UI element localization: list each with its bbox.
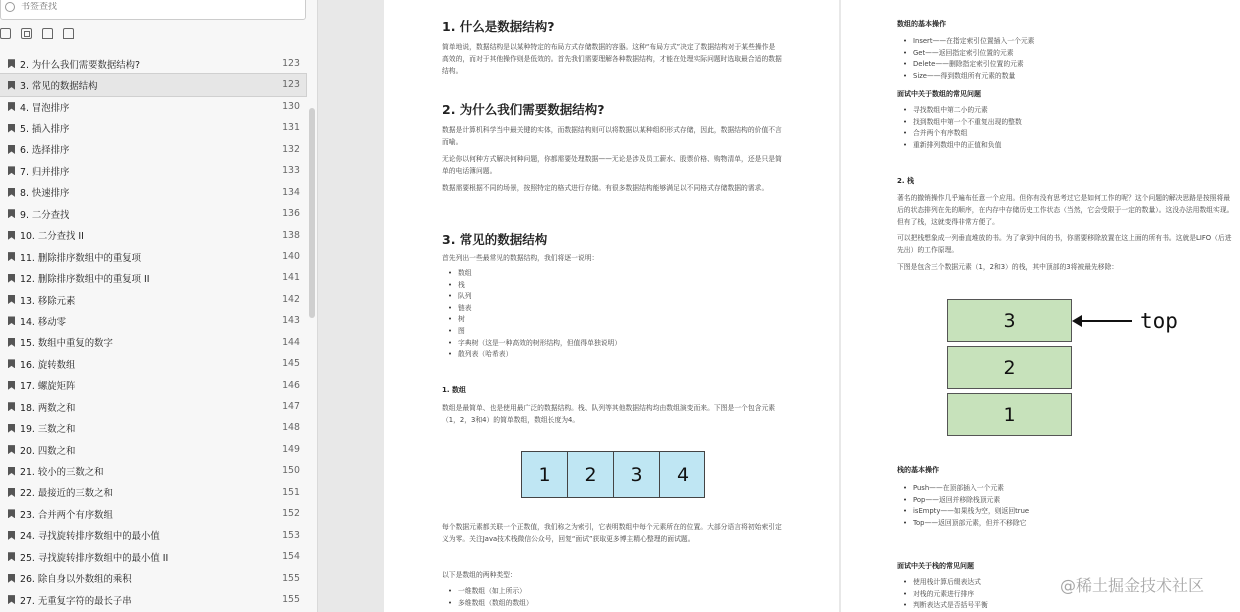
stack-element-top: 3 — [947, 299, 1072, 342]
toc-item-page: 131 — [282, 122, 300, 134]
bookmark-icon — [8, 531, 15, 540]
bookmark-icon — [8, 231, 15, 240]
toc-item-page: 132 — [282, 143, 300, 155]
list-item: • 字典树（这是一种高效的树形结构，但值得单独说明） — [448, 338, 621, 350]
list-item: • 图 — [448, 326, 621, 338]
list-item: • 一维数组（如上所示） — [448, 586, 533, 598]
bookmark-icon — [8, 488, 15, 497]
heading-array-ops: 数组的基本操作 — [897, 20, 946, 28]
add-bookmark-icon[interactable] — [42, 28, 53, 39]
toc-item-label: 25. 寻找旋转排序数组中的最小值 II — [20, 552, 169, 564]
toc-item-page: 152 — [282, 508, 300, 520]
list-item: • 散列表（哈希表） — [448, 349, 621, 361]
toc-item-label: 20. 四数之和 — [20, 445, 76, 457]
toc-item[interactable] — [0, 139, 306, 160]
bookmark-icon — [8, 402, 15, 411]
toc-item[interactable] — [0, 568, 306, 589]
toc-item-label: 2. 为什么我们需要数据结构? — [20, 59, 141, 71]
toc-item[interactable] — [0, 225, 306, 246]
toc-item[interactable] — [0, 546, 306, 567]
paragraph-why-3: 数据需要根据不同的场景，按照特定的格式进行存储。有很多数据结构能够满足以不同格式存储数据的需求。 — [442, 184, 769, 192]
toc-item-label: 18. 两数之和 — [20, 402, 76, 414]
toc-item-page: 123 — [282, 79, 300, 91]
array-interview-list — [903, 105, 1022, 151]
bookmark-icon — [8, 81, 15, 90]
list-item: • 对栈的元素进行排序 — [903, 589, 988, 601]
stack-interview-list — [903, 577, 988, 612]
toc-item-page: 146 — [282, 379, 300, 391]
stack-top-label: top — [1140, 309, 1178, 333]
array-ops-list — [903, 36, 1034, 82]
toc-item-page: 136 — [282, 208, 300, 220]
toc-item[interactable] — [0, 267, 306, 288]
toc-item[interactable] — [0, 332, 306, 353]
array-cell: 3 — [614, 452, 660, 497]
toc-item-label: 7. 归并排序 — [20, 166, 70, 178]
toc-item-page: 155 — [282, 572, 300, 584]
toc-item-page: 134 — [282, 186, 300, 198]
toc-item-label: 14. 移动零 — [20, 316, 67, 328]
bookmark-icon — [8, 209, 15, 218]
bookmark-icon — [8, 166, 15, 175]
toc-item-label: 23. 合并两个有序数组 — [20, 509, 113, 521]
paragraph-array: 数组是最简单、也是使用最广泛的数据结构。栈、队列等其他数据结构均由数组演变而来。下图是一个包含元素（1，2，3和4）的简单数组，数组长度为4。 — [442, 404, 776, 424]
bookmark-icon — [8, 274, 15, 283]
list-item: • Insert——在指定索引位置插入一个元素 — [903, 36, 1034, 48]
list-item: • Get——返回指定索引位置的元素 — [903, 48, 1034, 60]
heading-array: 1. 数组 — [442, 386, 466, 394]
toc-item-label: 3. 常见的数据结构 — [20, 81, 98, 93]
bookmark-icon — [8, 102, 15, 111]
watermark: @稀土掘金技术社区 — [1060, 576, 1205, 595]
bookmark-icon — [8, 595, 15, 604]
toc-item[interactable] — [0, 396, 306, 417]
bookmark-icon — [8, 59, 15, 68]
bookmark-icon[interactable] — [63, 28, 74, 39]
toc-item[interactable] — [0, 160, 306, 181]
list-item: • 判断表达式是否括号平衡 — [903, 600, 988, 612]
paragraph-stack-1: 著名的撤销操作几乎遍布任意一个应用。但你有没有思考过它是如何工作的呢？这个问题的解决思路是按照将最后的状态排列在先的顺序，在内存中存储历史工作状态（当然，它会受限于一定的数量）。这没办法用数组实现。但有了栈，这就变得非常方便了。 — [897, 194, 1234, 226]
paragraph-stack-2: 可以把栈想象成一列垂直堆放的书。为了拿到中间的书，你需要移除放置在这上面的所有书。这就是LIFO（后进先出）的工作原理。 — [897, 234, 1232, 254]
bookmark-toolbar — [0, 28, 74, 42]
toc-item[interactable] — [0, 203, 306, 224]
toc-item-page: 138 — [282, 229, 300, 241]
toc-item-page: 142 — [282, 293, 300, 305]
bookmark-icon — [8, 552, 15, 561]
arrow-left-icon — [1074, 320, 1132, 322]
bookmark-icon — [8, 445, 15, 454]
expand-all-icon[interactable] — [0, 28, 11, 39]
toc-item-page: 149 — [282, 443, 300, 455]
toc-item[interactable] — [0, 375, 306, 396]
list-item: • Pop——返回并移除栈顶元素 — [903, 495, 1029, 507]
toc-item-page: 133 — [282, 165, 300, 177]
heading-what-is-data-structure: 1. 什么是数据结构? — [442, 19, 555, 34]
bookmark-search-box[interactable] — [0, 0, 306, 20]
toc-item-label: 24. 寻找旋转排序数组中的最小值 — [20, 531, 160, 543]
heading-stack: 2. 栈 — [897, 177, 914, 185]
heading-stack-ops: 栈的基本操作 — [897, 466, 939, 474]
toc-item-page: 151 — [282, 486, 300, 498]
collapse-all-icon[interactable] — [21, 28, 32, 39]
toc-item-label: 22. 最接近的三数之和 — [20, 488, 113, 500]
heading-common-structures: 3. 常见的数据结构 — [442, 232, 548, 247]
paragraph-array-types: 以下是数组的两种类型： — [442, 571, 517, 579]
list-item: • Size——得到数组所有元素的数量 — [903, 71, 1034, 83]
paragraph-array-index: 每个数据元素都关联一个正数值，我们称之为索引，它表明数组中每个元素所在的位置。大部分语言将初始索引定义为零。关注Java技术栈微信公众号，回复“面试”获取更多博主精心整理的面试题。 — [442, 523, 782, 543]
toc-item-page: 153 — [282, 529, 300, 541]
bookmark-icon — [8, 252, 15, 261]
list-item: • 树 — [448, 314, 621, 326]
toc-item-page: 140 — [282, 250, 300, 262]
toc-item-page: 130 — [282, 100, 300, 112]
list-item: • 栈 — [448, 280, 621, 292]
toc-item-label: 9. 二分查找 — [20, 209, 70, 221]
list-item: • Top——返回顶部元素，但并不移除它 — [903, 518, 1029, 530]
toc-item[interactable] — [0, 289, 306, 310]
bookmark-icon — [8, 295, 15, 304]
list-item: • 重新排列数组中的正值和负值 — [903, 140, 1022, 152]
array-cell: 2 — [568, 452, 614, 497]
bookmark-icon — [8, 124, 15, 133]
toc-item-page: 155 — [282, 593, 300, 605]
toc-item-label: 17. 螺旋矩阵 — [20, 381, 76, 393]
toc-item-label: 13. 移除元素 — [20, 295, 76, 307]
search-icon — [5, 2, 15, 12]
bookmark-icon — [8, 424, 15, 433]
toc-item[interactable] — [0, 589, 306, 610]
common-structures-list — [448, 268, 621, 361]
list-item: • Push——在顶部插入一个元素 — [903, 483, 1029, 495]
list-item: • 数组 — [448, 268, 621, 280]
paragraph-stack-3: 下图是包含三个数据元素（1，2和3）的栈，其中顶部的3将被最先移除： — [897, 263, 1119, 271]
bookmark-icon — [8, 381, 15, 390]
toc-item-label: 12. 删除排序数组中的重复项 II — [20, 274, 150, 286]
stack-element-bottom: 1 — [947, 393, 1072, 436]
list-item: • isEmpty——如果栈为空，则返回true — [903, 506, 1029, 518]
heading-stack-interview: 面试中关于栈的常见问题 — [897, 562, 974, 570]
bookmark-search-input[interactable] — [21, 2, 281, 12]
bookmark-icon — [8, 509, 15, 518]
toc-item-page: 143 — [282, 315, 300, 327]
toc-item-page: 144 — [282, 336, 300, 348]
toc-item-label: 8. 快速排序 — [20, 188, 70, 200]
toc-item[interactable] — [0, 310, 306, 331]
toc-item-page: 148 — [282, 422, 300, 434]
toc-item-label: 6. 选择排序 — [20, 145, 70, 157]
bookmark-icon — [8, 359, 15, 368]
bookmark-icon — [8, 145, 15, 154]
toc-item-page: 154 — [282, 551, 300, 563]
list-item: • Delete——删除指定索引位置的元素 — [903, 59, 1034, 71]
array-diagram — [521, 451, 705, 498]
pdf-page-left — [384, 0, 839, 612]
toc-item-label: 5. 插入排序 — [20, 124, 70, 136]
list-item: • 队列 — [448, 291, 621, 303]
toc-item-page: 147 — [282, 401, 300, 412]
array-cell: 1 — [522, 452, 568, 497]
toc-item[interactable] — [0, 53, 306, 74]
stack-element-middle: 2 — [947, 346, 1072, 389]
paragraph-common-intro: 首先列出一些最常见的数据结构，我们将逐一说明： — [442, 254, 599, 262]
stack-ops-list — [903, 483, 1029, 529]
toc-item-page: 145 — [282, 358, 300, 370]
toc-item-label: 19. 三数之和 — [20, 424, 76, 436]
toc-item-page: 150 — [282, 465, 300, 477]
paragraph-why-2: 无论你以何种方式解决何种问题，你都需要处理数据——无论是涉及员工薪水、股票价格、购物清单，还是只是简单的电话簿问题。 — [442, 155, 782, 175]
array-cell: 4 — [676, 463, 690, 486]
bookmark-icon — [8, 467, 15, 476]
sidebar-scrollbar[interactable] — [309, 108, 315, 318]
bookmark-list — [0, 53, 306, 610]
bookmark-icon — [8, 316, 15, 325]
toc-item[interactable] — [0, 460, 306, 481]
bookmark-icon — [8, 574, 15, 583]
list-item: • 链表 — [448, 303, 621, 315]
list-item: • 合并两个有序数组 — [903, 128, 1022, 140]
toc-item-label: 27. 无重复字符的最长子串 — [20, 595, 132, 607]
bookmark-icon — [8, 188, 15, 197]
bookmark-icon — [8, 338, 15, 347]
list-item: • 寻找数组中第二小的元素 — [903, 105, 1022, 117]
toc-item[interactable] — [0, 246, 306, 267]
heading-why-data-structure: 2. 为什么我们需要数据结构? — [442, 102, 605, 117]
toc-item[interactable] — [0, 96, 306, 117]
array-types-list — [448, 586, 533, 609]
toc-item[interactable] — [0, 74, 306, 95]
toc-item-label: 10. 二分查找 II — [20, 231, 84, 243]
toc-item[interactable] — [0, 417, 306, 438]
paragraph-what-is: 简单地说，数据结构是以某种特定的布局方式存储数据的容器。这种“布局方式”决定了数据结构对于某些操作是高效的，而对于其他操作则是低效的。首先我们需要理解各种数据结构，才能在处理实际问题时选取最合适的数据结构。 — [442, 43, 782, 75]
toc-item-page: 141 — [282, 272, 300, 284]
toc-item[interactable] — [0, 117, 306, 138]
toc-item-label: 11. 删除排序数组中的重复项 — [20, 252, 142, 264]
toc-item-label: 4. 冒泡排序 — [20, 102, 70, 114]
toc-item[interactable] — [0, 525, 306, 546]
list-item: • 使用栈计算后缀表达式 — [903, 577, 988, 589]
toc-item-page: 123 — [282, 58, 300, 69]
bookmark-sidebar — [0, 0, 318, 612]
toc-item[interactable] — [0, 482, 306, 503]
toc-item[interactable] — [0, 353, 306, 374]
paragraph-why-1: 数据是计算机科学当中最关键的实体，而数据结构则可以将数据以某种组织形式存储，因此，数据结构的价值不言而喻。 — [442, 126, 782, 146]
heading-array-interview: 面试中关于数组的常见问题 — [897, 90, 981, 98]
toc-item-label: 26. 除自身以外数组的乘积 — [20, 574, 132, 586]
toc-item[interactable] — [0, 503, 306, 524]
toc-item-label: 21. 较小的三数之和 — [20, 467, 104, 479]
toc-item-label: 15. 数组中重复的数字 — [20, 338, 113, 350]
toc-item[interactable] — [0, 439, 306, 460]
list-item: • 多维数组（数组的数组） — [448, 598, 533, 610]
toc-item-label: 16. 旋转数组 — [20, 359, 76, 371]
list-item: • 找到数组中第一个不重复出现的整数 — [903, 117, 1022, 129]
toc-item[interactable] — [0, 182, 306, 203]
